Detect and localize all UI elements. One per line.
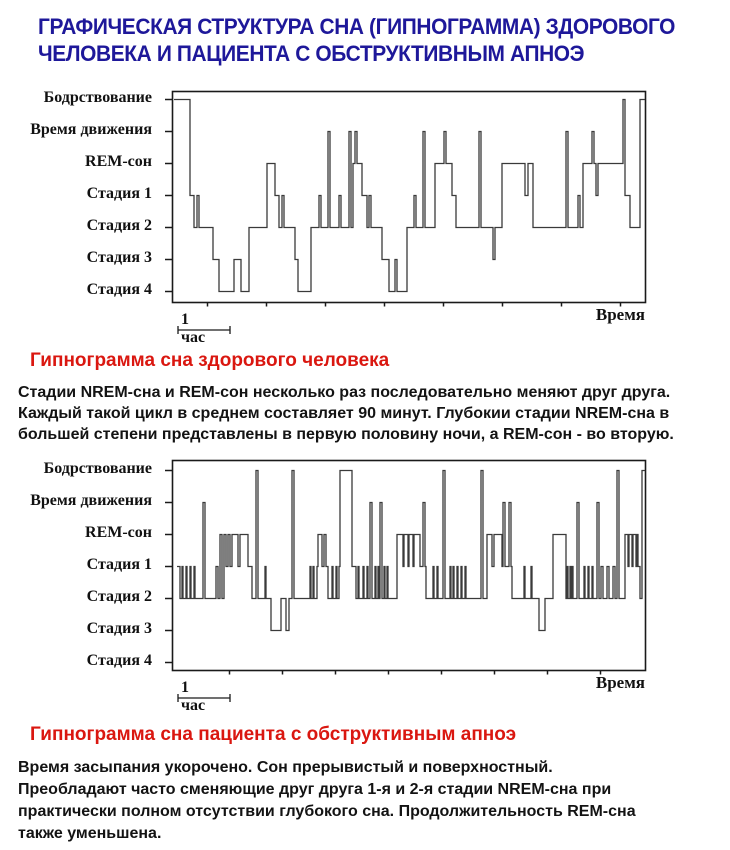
x-axis-label-time: Время (595, 305, 645, 324)
y-axis-label: Стадия 4 (86, 281, 152, 298)
y-axis-label: Стадия 3 (86, 620, 152, 637)
page-title-line-2: ЧЕЛОВЕКА И ПАЦИЕНТА С ОБСТРУКТИВНЫМ АПНОЭ (38, 41, 585, 66)
y-axis-label: Стадия 3 (86, 249, 152, 266)
y-axis-label: Стадия 2 (86, 588, 152, 605)
y-axis-label: Стадия 1 (86, 556, 152, 573)
y-axis-label: REM-сон (85, 524, 152, 541)
section-heading-healthy: Гипнограмма сна здорового человека (30, 350, 390, 371)
body-text-line: практически полном отсутствии глубокого сна. Продолжительность REM-сна (18, 803, 636, 820)
y-axis-label: Бодрствование (43, 460, 152, 477)
body-text-line: Стадии NREM-сна и REM-сон несколько раз последовательно меняют друг друга. (18, 384, 671, 401)
y-axis-label: Стадия 4 (86, 652, 152, 669)
y-axis-label: Стадия 2 (86, 217, 152, 234)
hypnogram-plot (160, 456, 651, 710)
chart-frame (173, 92, 646, 303)
body-paragraph-healthy (18, 382, 723, 445)
body-text-line: Каждый такой цикл в среднем составляет 90 минут. Глубокии стадии NREM-сна в (18, 405, 670, 422)
scale-label-1-hour: 1 час (181, 679, 206, 714)
y-axis-label: REM-сон (85, 153, 152, 170)
body-paragraph-apnea (18, 757, 723, 845)
y-axis-label: Стадия 1 (86, 185, 152, 202)
section-heading-apnea: Гипнограмма сна пациента с обструктивным апноэ (30, 724, 517, 745)
hypnogram-plot (160, 87, 651, 342)
y-axis-label: Бодрствование (43, 89, 152, 106)
y-axis-label: Время движения (30, 492, 152, 509)
hypnogram-trace (174, 100, 645, 292)
axis-ticks (165, 471, 601, 675)
body-text-line: Время засыпания укорочено. Сон прерывистый и поверхностный. (18, 759, 553, 776)
axis-ticks (165, 100, 621, 307)
body-text-line: большей степени представлены в первую половину ночи, а REM-сон - во вторую. (18, 426, 674, 443)
scale-label-1-hour: 1 час (181, 311, 206, 346)
y-axis-label: Время движения (30, 121, 152, 138)
x-axis-label-time: Время (595, 673, 645, 692)
body-text-line: также уменьшена. (18, 825, 162, 842)
page-title-line-1: ГРАФИЧЕСКАЯ СТРУКТУРА СНА (ГИПНОГРАММА) ЗДОРОВОГО (38, 14, 676, 39)
hypnogram-trace (177, 471, 645, 631)
page-title (38, 13, 709, 67)
body-text-line: Преобладают часто сменяющие друг друга 1-я и 2-я стадии NREM-сна при (18, 781, 612, 798)
